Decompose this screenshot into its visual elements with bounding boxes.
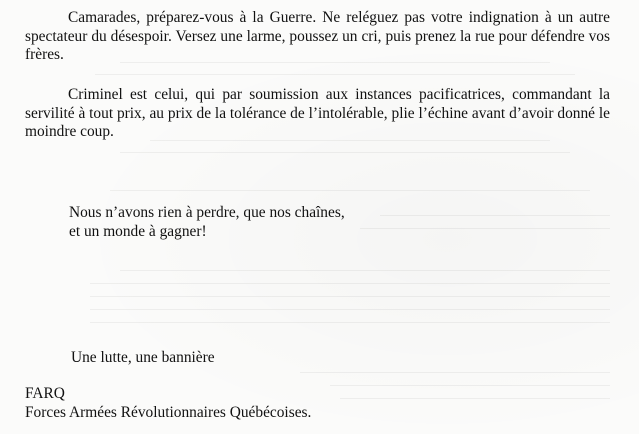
quote-block — [69, 203, 345, 241]
paragraph-criminal: Criminel est celui, qui par soumission aux instances pacificatrices, commandant la servilité à tout prix, au prix de la tolérance de l’intolérable, plie l’échine avant d’avoir donné le moindre coup. — [25, 86, 610, 140]
quote-line-2: et un monde à gagner! — [69, 223, 207, 240]
quote-line-1: Nous n’avons rien à perdre, que nos chaînes, — [69, 204, 345, 221]
paragraph-call-to-war: Camarades, préparez-vous à la Guerre. Ne reléguez pas votre indignation à un autre spectateur du désespoir. Versez une larme, poussez un cri, puis prenez la rue pour défendre vos frères. — [25, 9, 610, 63]
signature-full-name: Forces Armées Révolutionnaires Québécoises. — [25, 403, 312, 421]
signature-block — [25, 385, 311, 422]
slogan: Une lutte, une bannière — [71, 349, 215, 366]
signature-acronym: FARQ — [25, 385, 65, 402]
